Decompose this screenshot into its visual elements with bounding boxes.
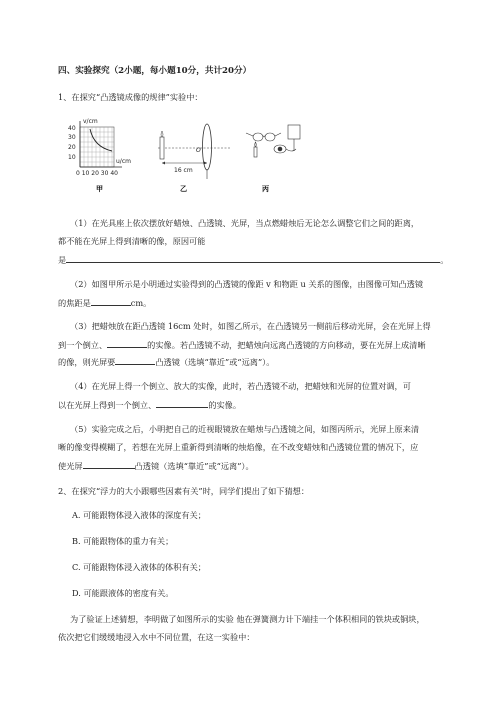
- q1-part5-prefix: 使光屏: [58, 461, 83, 471]
- q1-part3-line3: [58, 356, 274, 368]
- graph-ytick: 30: [68, 134, 76, 141]
- q1-part5-line2: 晰的像变得模糊了，若想在光屏上重新得到清晰的烛焰像，在不改变蜡烛和凸透镜位置的情况下，应: [58, 442, 419, 452]
- graph-ytick: 10: [68, 154, 76, 161]
- answer-blank-3[interactable]: [107, 339, 147, 348]
- q1-part2-prefix: 的焦距是: [58, 298, 91, 308]
- question-1-figures: [66, 115, 316, 197]
- graph-ytick: 20: [68, 144, 76, 151]
- q1-part4-suffix: 的实像。: [208, 400, 242, 410]
- question-2-stem: 2、在探究“浮力的大小跟哪些因素有关”时，同学们提出了如下猜想：: [58, 486, 310, 496]
- figure-yi-label: 乙: [180, 184, 187, 193]
- figure-yi: [158, 124, 231, 179]
- q1-part4-line1: （4）在光屏上得一个倒立、放大的实像，此时，若凸透镜不动，把蜡烛和光屏的位置对调，可: [70, 381, 411, 391]
- option-d: D. 可能跟液体的密度有关。: [72, 588, 174, 598]
- answer-blank-5[interactable]: [156, 399, 208, 408]
- q1-part3-prefix: 到一个倒立、: [58, 340, 108, 350]
- graph-xticks: 0 10 20 30 40: [76, 170, 118, 177]
- lens-center-label: O: [196, 147, 201, 154]
- q1-part5-line3: [58, 460, 254, 472]
- option-a: A. 可能跟物体浸入液体的深度有关；: [72, 510, 206, 520]
- q1-part5-line1: （5）实验完成之后，小明把自己的近视眼镜放在蜡烛与凸透镜之间，如图丙所示，光屏上原来清: [70, 424, 420, 434]
- q1-part3-line3-suffix: 凸透镜（选填“靠近”或“远离”）。: [155, 357, 275, 367]
- graph-ylabel: v/cm: [83, 118, 98, 125]
- figure-bing: [246, 125, 300, 157]
- graph-ytick: 40: [68, 125, 76, 132]
- q1-part1-line3: [58, 254, 448, 266]
- q1-part4-line2: [58, 399, 241, 411]
- figure-jia-label: 甲: [96, 184, 103, 193]
- figure-bing-label: 丙: [262, 184, 269, 193]
- section-title: 四、实验探究（2小题，每小题10分，共计20分）: [58, 66, 252, 76]
- option-b: B. 可能跟物体的重力有关；: [72, 536, 174, 546]
- answer-blank-2[interactable]: [91, 297, 131, 306]
- graph-jia: [68, 118, 131, 177]
- answer-blank-1[interactable]: [66, 254, 440, 263]
- q1-part1-line1: （1）在光具座上依次摆放好蜡烛、凸透镜、光屏，当点燃蜡烛后无论怎么调整它们之间的距离，: [70, 218, 420, 228]
- q1-part3-line1: （3）把蜡烛放在距凸透镜 16cm 处时，如图乙所示，在凸透镜另一侧前后移动光屏，会在光屏上得: [70, 321, 431, 331]
- q1-part3-line2: [58, 339, 426, 351]
- q1-part2-suffix: cm。: [130, 298, 152, 308]
- answer-blank-6[interactable]: [83, 460, 135, 469]
- q1-part1-line2: 都不能在光屏上得到清晰的像，原因可能: [58, 236, 206, 246]
- q1-part3-line3-prefix: 的像，则光屏要: [58, 357, 116, 367]
- q1-part2-line2: [58, 297, 151, 309]
- q1-part4-prefix: 以在光屏上得到一个倒立、: [58, 400, 157, 410]
- q1-part3-suffix: 的实像。若凸透镜不动，把蜡烛向远离凸透镜的方向移动，要在光屏上成清晰: [147, 340, 426, 350]
- q1-part5-suffix: 凸透镜（选填“靠近”或“远离”）。: [134, 461, 254, 471]
- option-c: C. 可能跟物体浸入液体的体积有关；: [72, 562, 206, 572]
- answer-blank-4[interactable]: [115, 356, 155, 365]
- question-1-stem: 1、在探究“凸透镜成像的规律”实验中：: [58, 92, 203, 102]
- graph-xlabel: u/cm: [116, 158, 131, 165]
- q1-part1-suffix: 。: [440, 255, 449, 265]
- question-2-para-line1: 为了验证上述猜想，李明做了如图所示的实验 他在弹簧测力计下端挂一个体积相同的铁块或铜块，: [70, 614, 425, 624]
- distance-label: 16 cm: [174, 167, 193, 174]
- question-2-para-line2: 依次把它们缓缓地浸入水中不同位置，在这一实验中：: [58, 632, 255, 642]
- figures-svg: [66, 115, 316, 197]
- q1-part1-prefix: 是: [58, 255, 67, 265]
- q1-part2-line1: （2）如图甲所示是小明通过实验得到的凸透镜的像距 v 和物距 u 关系的图像，由图像可知凸透镜: [70, 279, 424, 289]
